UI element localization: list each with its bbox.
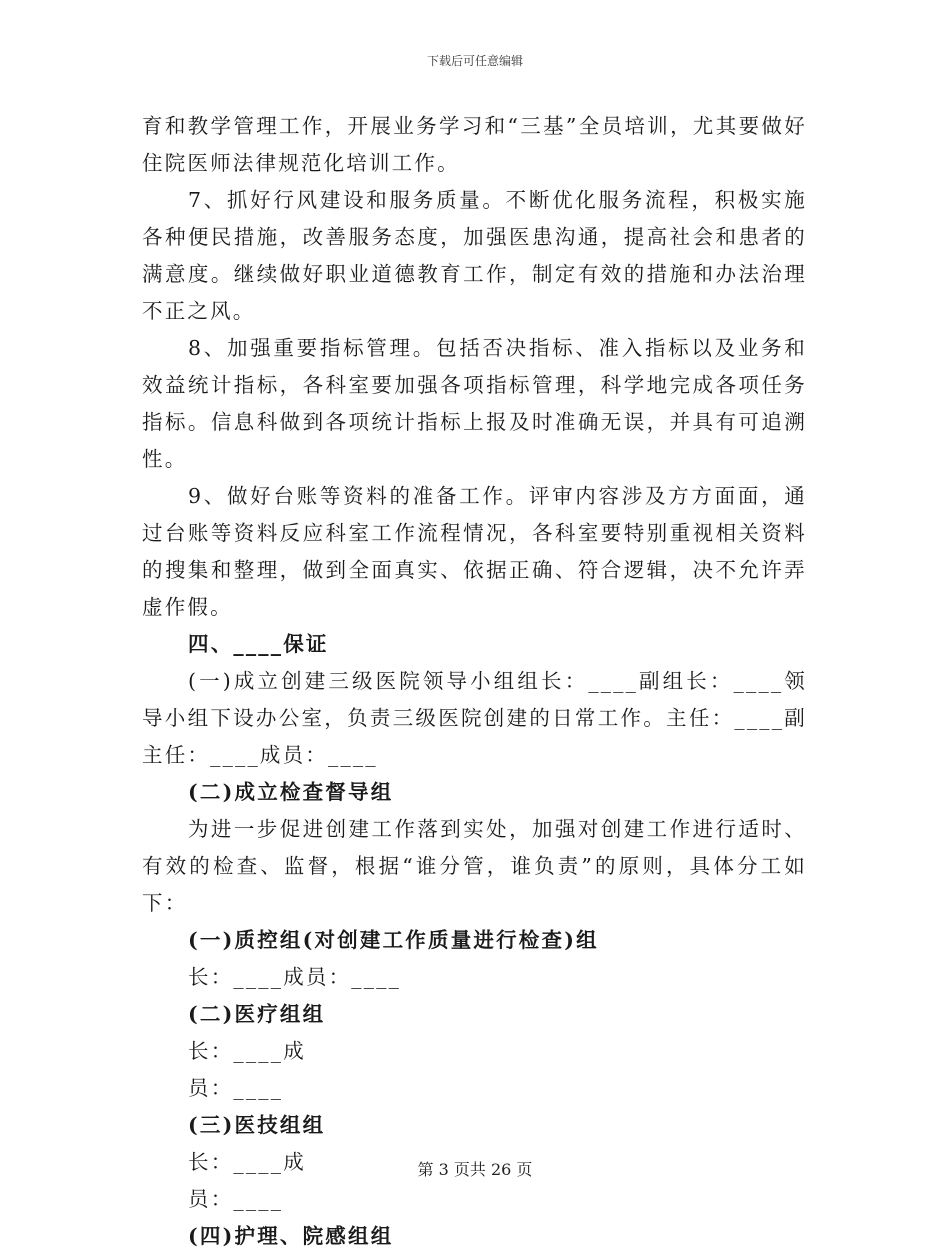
document-body [142,108,807,1255]
paragraph-continuation: 育和教学管理工作，开展业务学习和“三基”全员培训，尤其要做好住院医师法律规范化培训工作。 [142,114,807,175]
medical-group-members: 员：____ [188,1076,284,1100]
paragraph-inspection-intro: 为进一步促进创建工作落到实处，加强对创建工作进行适时、有效的检查、监督，根据“谁分管，谁负责”的原则，具体分工如下： [142,817,807,915]
paragraph-leadership-group: (一)成立创建三级医院领导小组组长：____副组长：____领导小组下设办公室，负责三级医院创建的日常工作。主任：____副主任：____成员：____ [142,669,807,767]
page-footer: 第 3 页共 26 页 [417,1160,533,1179]
paragraph-item-9: 9、做好台账等资料的准备工作。评审内容涉及方方面面，通过台账等资料反应科室工作流程情况，各科室要特别重视相关资料的搜集和整理，做到全面真实、依据正确、符合逻辑，决不允许弄虚作假。 [142,484,807,619]
medical-group-leader: 长：____成 [188,1039,306,1063]
subheading-medtech-group: (三)医技组组 [188,1113,326,1137]
medtech-group-members: 员：____ [188,1187,284,1211]
subheading-medical-group: (二)医疗组组 [188,1002,326,1026]
subheading-nursing-group: (四)护理、院感组组 [188,1224,394,1248]
section-heading-4: 四、____保证 [188,632,329,656]
paragraph-item-8: 8、加强重要指标管理。包括否决指标、准入指标以及业务和效益统计指标，各科室要加强各项指标管理，科学地完成各项任务指标。信息科做到各项统计指标上报及时准确无误，并具有可追溯性。 [142,336,807,471]
paragraph-item-7: 7、抓好行风建设和服务质量。不断优化服务流程，积极实施各种便民措施，改善服务态度，加强医患沟通，提高社会和患者的满意度。继续做好职业道德教育工作，制定有效的措施和办法治理不正之风。 [142,188,807,323]
subheading-inspection-group: (二)成立检查督导组 [188,780,394,804]
subheading-quality-group: (一)质控组(对创建工作质量进行检查)组 [188,928,599,952]
medtech-group-leader: 长：____成 [188,1150,306,1174]
quality-group-members: 长：____成员：____ [188,965,402,989]
page-header: 下载后可任意编辑 [426,54,523,68]
